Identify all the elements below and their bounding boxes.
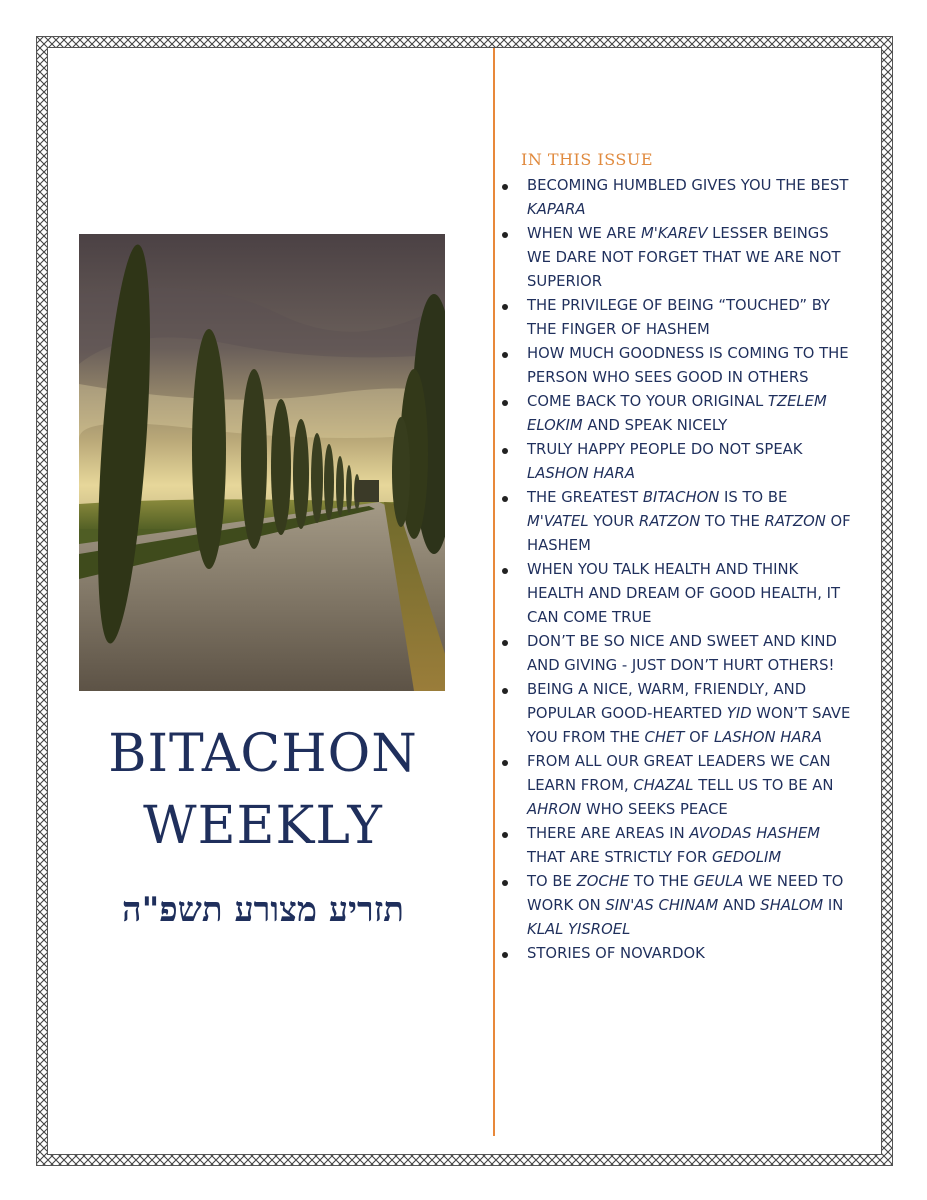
toc-item-text: TRULY HAPPY PEOPLE DO NOT SPEAK bbox=[527, 441, 803, 458]
toc-item-italic-text: LASHON HARA bbox=[527, 465, 635, 482]
toc-item-text: WON’T SAVE YOU FROM THE bbox=[527, 705, 851, 746]
toc-item bbox=[502, 294, 852, 342]
bullet-icon bbox=[502, 568, 508, 574]
toc-item-text: TELL US TO BE AN bbox=[693, 777, 834, 794]
toc-item-text: COME BACK TO YOUR ORIGINAL bbox=[527, 393, 768, 410]
bullet-icon bbox=[502, 232, 508, 238]
masthead-title-line1: BITACHON bbox=[108, 724, 418, 784]
toc-item-italic-text: RATZON bbox=[639, 513, 701, 530]
bullet-icon bbox=[502, 496, 508, 502]
toc-item-text: TO THE bbox=[700, 513, 765, 530]
toc-item-italic-text: BITACHON bbox=[642, 489, 720, 506]
toc-item-italic-text: YID bbox=[726, 705, 752, 722]
in-this-issue-heading: IN THIS ISSUE bbox=[521, 150, 654, 169]
toc-item bbox=[502, 630, 852, 678]
toc-item-text: WHO SEEKS PEACE bbox=[581, 801, 728, 818]
masthead-title-line2: WEEKLY bbox=[143, 796, 383, 856]
toc-item-text: WHEN WE ARE bbox=[527, 225, 642, 242]
toc-item bbox=[502, 390, 852, 438]
toc-item-text: THERE ARE AREAS IN bbox=[527, 825, 690, 842]
toc-item bbox=[502, 558, 852, 630]
toc-item-text: FROM ALL OUR GREAT LEADERS WE CAN LEARN FROM, bbox=[527, 753, 831, 794]
toc-item bbox=[502, 222, 852, 294]
bullet-icon bbox=[502, 304, 508, 310]
toc-item-text: YOUR bbox=[588, 513, 640, 530]
toc-item-italic-text: M'KAREV bbox=[641, 225, 708, 242]
column-divider bbox=[493, 48, 495, 1136]
toc-item-text: THE GREATEST bbox=[527, 489, 643, 506]
toc-item-italic-text: SHALOM bbox=[760, 897, 824, 914]
toc-item-text: AND bbox=[718, 897, 761, 914]
toc-item-text: STORIES OF NOVARDOK bbox=[527, 945, 705, 962]
toc-item-italic-text: AHRON bbox=[527, 801, 582, 818]
toc-item-italic-text: ZOCHE bbox=[576, 873, 630, 890]
bullet-icon bbox=[502, 952, 508, 958]
cover-photo bbox=[79, 234, 445, 691]
toc-item-text: BEING A NICE, WARM, FRIENDLY, AND POPULAR GOOD-HEARTED bbox=[527, 681, 807, 722]
bullet-icon bbox=[502, 688, 508, 694]
toc-item-italic-text: GEULA bbox=[693, 873, 744, 890]
toc-item-italic-text: AVODAS HASHEM bbox=[689, 825, 821, 842]
toc-item bbox=[502, 174, 852, 222]
toc-item bbox=[502, 942, 852, 966]
toc-item-text: DON’T BE SO NICE AND SWEET AND KIND AND GIVING - JUST DON’T HURT OTHERS! bbox=[527, 633, 837, 674]
toc-item-text: IN bbox=[823, 897, 844, 914]
bullet-icon bbox=[502, 760, 508, 766]
toc-item-italic-text: LASHON HARA bbox=[713, 729, 822, 746]
toc-item-text: WE NEED TO WORK ON bbox=[527, 873, 844, 914]
toc-item-italic-text: SIN'AS CHINAM bbox=[605, 897, 719, 914]
toc-item-text: OF HASHEM bbox=[527, 513, 851, 554]
toc-item-text: HOW MUCH GOODNESS IS COMING TO THE PERSON WHO SEES GOOD IN OTHERS bbox=[527, 345, 849, 386]
bullet-icon bbox=[502, 832, 508, 838]
toc-item bbox=[502, 822, 852, 870]
toc-item bbox=[502, 870, 852, 942]
bullet-icon bbox=[502, 352, 508, 358]
toc-item-italic-text: KLAL YISROEL bbox=[527, 921, 631, 938]
toc-item-text: LESSER BEINGS WE DARE NOT FORGET THAT WE ARE NOT SUPERIOR bbox=[527, 225, 841, 290]
hebrew-parsha-title: תזריע מצורע תשפ"ה bbox=[122, 890, 404, 930]
toc-item-italic-text: RATZON bbox=[764, 513, 826, 530]
toc-item-text: TO BE bbox=[527, 873, 577, 890]
bullet-icon bbox=[502, 184, 508, 190]
bullet-icon bbox=[502, 448, 508, 454]
toc-item bbox=[502, 486, 852, 558]
toc-item-italic-text: TZELEM ELOKIM bbox=[527, 393, 827, 434]
bullet-icon bbox=[502, 640, 508, 646]
toc-item-text: TO THE bbox=[629, 873, 694, 890]
toc-item-italic-text: GEDOLIM bbox=[711, 849, 782, 866]
toc-item bbox=[502, 342, 852, 390]
toc-item-text: OF bbox=[684, 729, 714, 746]
bullet-icon bbox=[502, 880, 508, 886]
toc-item-italic-text: M'VATEL bbox=[527, 513, 589, 530]
toc-item bbox=[502, 750, 852, 822]
toc-item-text: THAT ARE STRICTLY FOR bbox=[527, 849, 712, 866]
toc-item-italic-text: KAPARA bbox=[527, 201, 586, 218]
table-of-contents bbox=[502, 174, 852, 966]
toc-item bbox=[502, 678, 852, 750]
toc-item-italic-text: CHET bbox=[644, 729, 685, 746]
bullet-icon bbox=[502, 400, 508, 406]
toc-item bbox=[502, 438, 852, 486]
toc-item-text: AND SPEAK NICELY bbox=[582, 417, 728, 434]
toc-item-italic-text: CHAZAL bbox=[633, 777, 694, 794]
toc-item-text: WHEN YOU TALK HEALTH AND THINK HEALTH AND DREAM OF GOOD HEALTH, IT CAN COME TRUE bbox=[527, 561, 841, 626]
toc-item-text: IS TO BE bbox=[719, 489, 788, 506]
toc-item-text: BECOMING HUMBLED GIVES YOU THE BEST bbox=[527, 177, 849, 194]
toc-item-text: THE PRIVILEGE OF BEING “TOUCHED” BY THE FINGER OF HASHEM bbox=[527, 297, 831, 338]
